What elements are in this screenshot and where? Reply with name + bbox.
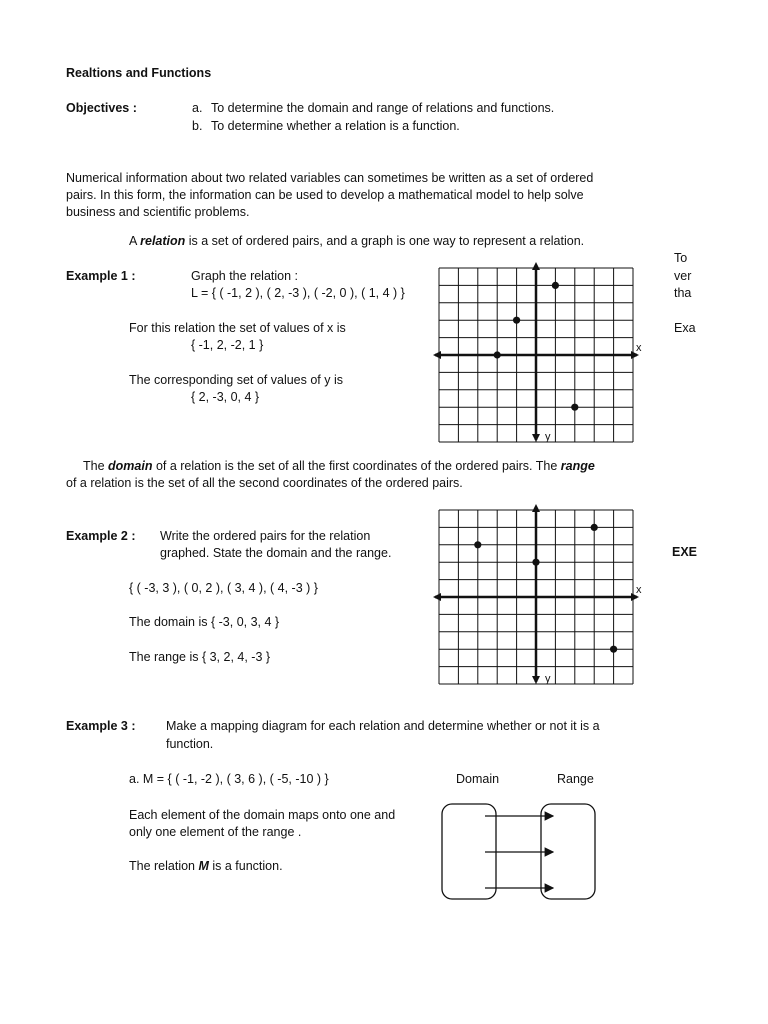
example1-y-intro: The corresponding set of values of y is	[129, 373, 344, 387]
side-text-2: ver	[674, 269, 692, 283]
example1-x-intro: For this relation the set of values of x is	[129, 321, 346, 335]
example3-explain-1: Each element of the domain maps onto one and	[129, 808, 396, 822]
example3-line-1: Make a mapping diagram for each relation and determine whether or not it is a	[166, 719, 600, 733]
example2-line-2: graphed. State the domain and the range.	[160, 546, 392, 560]
graph2-y-label: y	[545, 673, 551, 685]
side-text-3: tha	[674, 286, 692, 300]
graph2-x-arrow-left	[433, 593, 441, 601]
graph1-point	[571, 404, 578, 411]
domain-range-def-line-1	[83, 459, 595, 474]
graph2-y-arrow-up	[532, 504, 540, 512]
relation-definition	[129, 234, 584, 249]
example1-x-set: { -1, 2, -2, 1 }	[191, 338, 264, 352]
objectives-label: Objectives :	[66, 101, 137, 115]
example2-graph	[439, 510, 642, 685]
conclusion-pre: The relation	[129, 859, 199, 873]
objective-b: To determine whether a relation is a function.	[211, 119, 460, 133]
conclusion-term: M	[198, 859, 209, 873]
example1-y-set: { 2, -3, 0, 4 }	[191, 390, 260, 404]
graph1-y-arrow-down	[532, 434, 540, 442]
relation-def-pre: A	[129, 234, 141, 248]
graph1-x-arrow-left	[433, 351, 441, 359]
mapping-domain-label: Domain	[456, 772, 500, 786]
relation-term: relation	[140, 234, 186, 248]
domain-term: domain	[108, 459, 153, 473]
mapping-diagram	[440, 802, 600, 902]
example3-label: Example 3 :	[66, 719, 136, 733]
example1-label: Example 1 :	[66, 269, 136, 283]
graph2-y-arrow-down	[532, 676, 540, 684]
intro-line-1: Numerical information about two related variables can sometimes be written as a set of ordered	[66, 171, 594, 185]
example3-part-a: a. M = { ( -1, -2 ), ( 3, 6 ), ( -5, -10 ) }	[129, 772, 329, 786]
graph1-y-label: y	[545, 431, 551, 443]
graph2-point	[610, 646, 617, 653]
domain-range-def-line-2: of a relation is the set of all the second coordinates of the ordered pairs.	[66, 476, 463, 490]
def-part-2: of a relation is the set of all the first coordinates of the ordered pairs. The	[152, 459, 561, 473]
side-text-exe: EXE	[672, 545, 698, 559]
graph1-point	[552, 282, 559, 289]
example1-graph	[439, 268, 642, 443]
conclusion-post: is a function.	[208, 859, 283, 873]
graph2-point	[474, 541, 481, 548]
side-text-1: To	[674, 251, 688, 265]
example2-line-1: Write the ordered pairs for the relation	[160, 529, 371, 543]
intro-line-2: pairs. In this form, the information can be used to develop a mathematical model to help solve	[66, 188, 584, 202]
example2-domain: The domain is { -3, 0, 3, 4 }	[129, 615, 280, 629]
example2-label: Example 2 :	[66, 529, 136, 543]
page-title: Realtions and Functions	[66, 66, 212, 80]
graph1-x-label: x	[636, 342, 642, 354]
graph2-point	[532, 559, 539, 566]
mapping-range-label: Range	[557, 772, 594, 786]
objective-a-marker: a.	[192, 101, 203, 115]
example1-instruction: Graph the relation :	[191, 269, 299, 283]
range-term: range	[560, 459, 595, 473]
example3-line-2: function.	[166, 737, 214, 751]
example3-explain-2: only one element of the range .	[129, 825, 302, 839]
objective-b-marker: b.	[192, 119, 203, 133]
graph2-point	[591, 524, 598, 531]
side-text-exa: Exa	[674, 321, 696, 335]
intro-line-3: business and scientific problems.	[66, 205, 250, 219]
example1-relation: L = { ( -1, 2 ), ( 2, -3 ), ( -2, 0 ), ( 1, 4 ) }	[191, 286, 405, 300]
example3-conclusion	[129, 859, 283, 874]
graph1-y-arrow-up	[532, 262, 540, 270]
example2-pairs: { ( -3, 3 ), ( 0, 2 ), ( 3, 4 ), ( 4, -3 ) }	[129, 581, 318, 595]
graph1-point	[513, 317, 520, 324]
example2-range: The range is { 3, 2, 4, -3 }	[129, 650, 271, 664]
def-part-1: The	[83, 459, 109, 473]
objective-a: To determine the domain and range of relations and functions.	[211, 101, 555, 115]
graph1-point	[494, 351, 501, 358]
graph2-x-label: x	[636, 584, 642, 596]
relation-def-post: is a set of ordered pairs, and a graph is one way to represent a relation.	[185, 234, 585, 248]
